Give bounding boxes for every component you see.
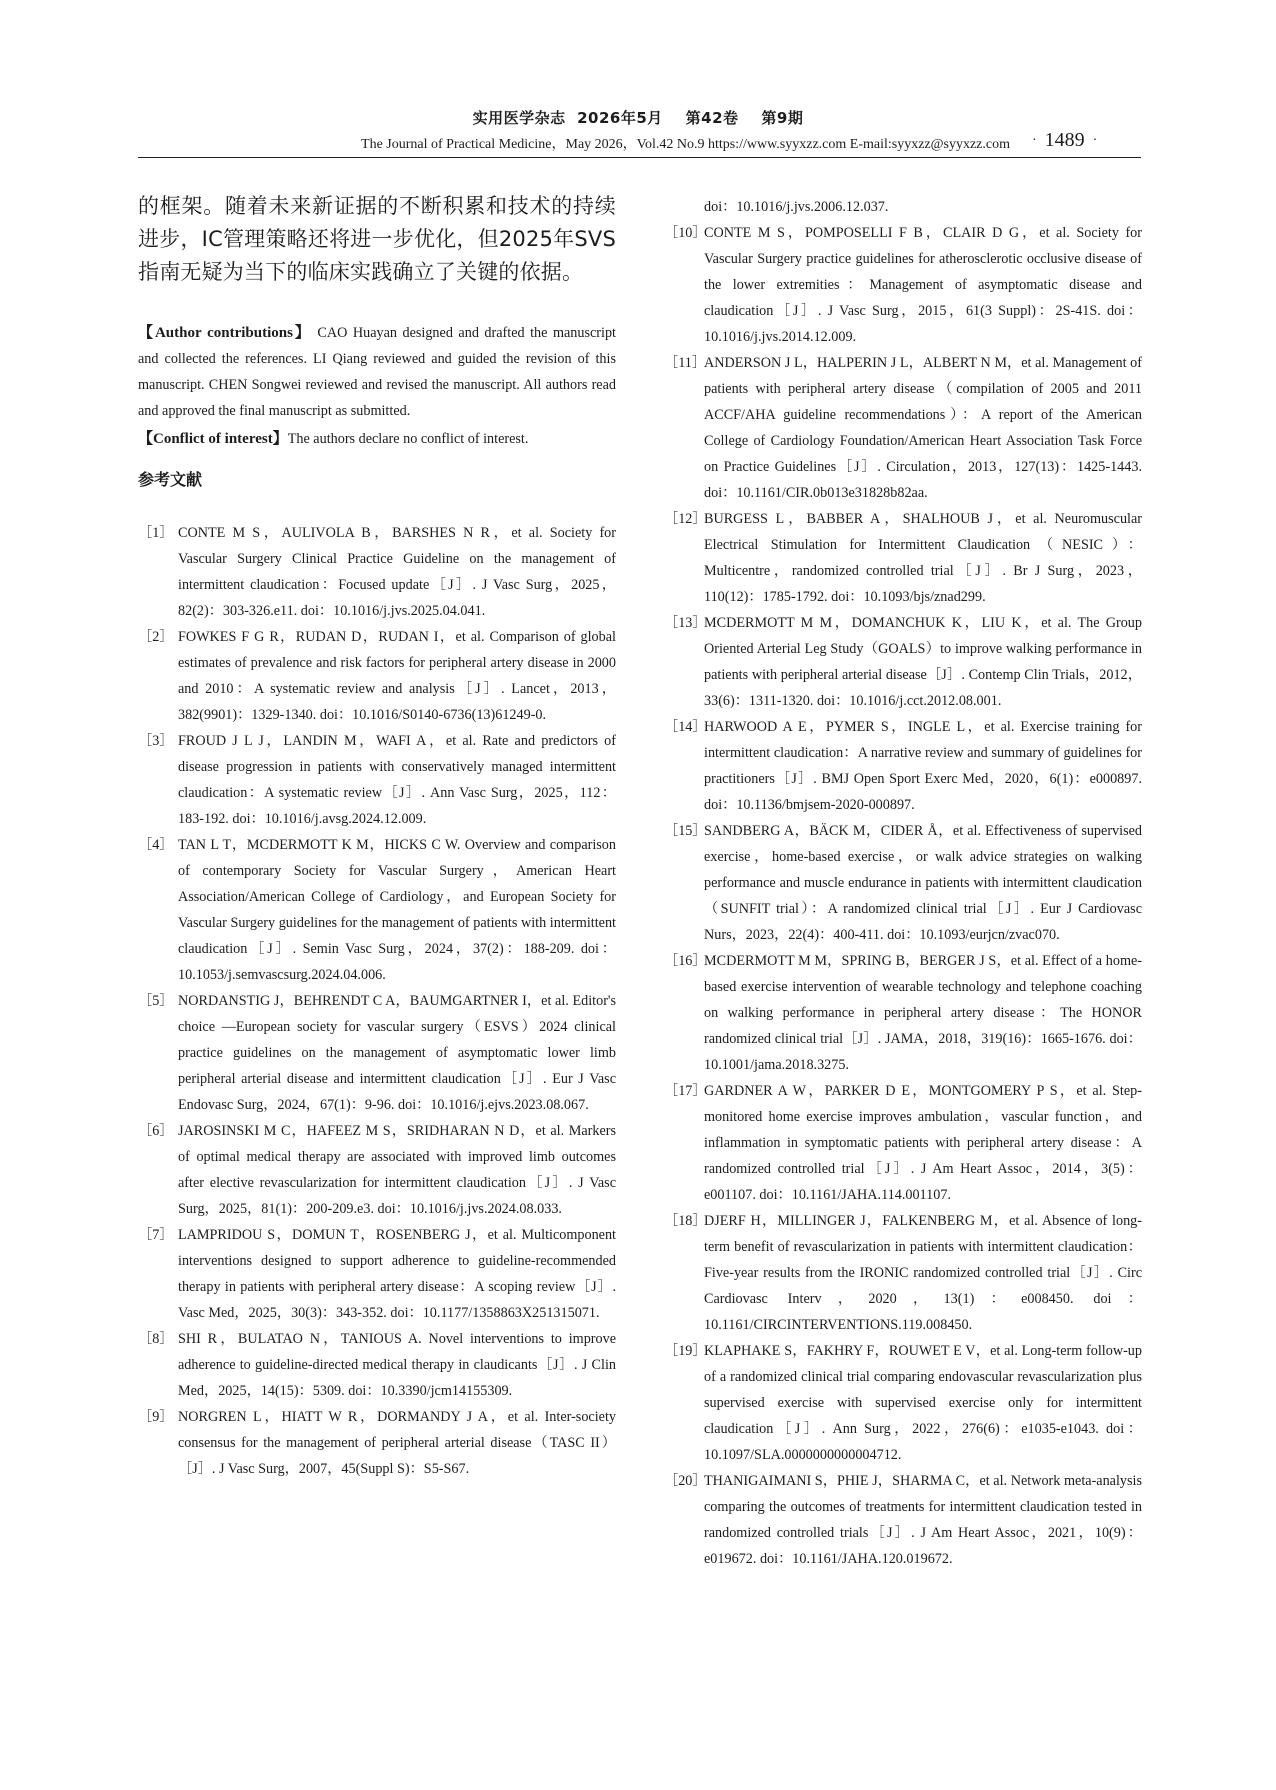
reference-item (138, 1326, 616, 1404)
reference-item (664, 714, 1142, 818)
reference-text: MCDERMOTT M M，DOMANCHUK K，LIU K，et al. The Group Oriented Arterial Leg Study（GOALS）to improve walking performance in patients with peripheral arterial disease［J］. Contemp Clin Trials，2012，33(6)：1311-1320. doi：10.1016/j.cct.2012.08.001. (704, 615, 1142, 709)
reference-list-right (664, 220, 1142, 1572)
reference-item (138, 728, 616, 832)
reference-number: ［10］ (664, 225, 707, 241)
author-contributions (138, 320, 616, 424)
reference-number: ［6］ (138, 1123, 174, 1139)
header-rule (138, 157, 1141, 158)
header-bullet-right: · (1092, 133, 1098, 149)
reference-item (664, 1468, 1142, 1572)
reference-item (664, 506, 1142, 610)
reference-text: CONTE M S，AULIVOLA B，BARSHES N R，et al. Society for Vascular Surgery Clinical Practice Guideline on the management of intermittent claudication：Focused update［J］. J Vasc Surg，2025，82(2)：303-326.e11. doi：10.1016/j.jvs.2025.04.041. (178, 525, 616, 619)
reference-number: ［17］ (664, 1083, 707, 1099)
reference-text: MCDERMOTT M M，SPRING B，BERGER J S，et al. Effect of a home-based exercise intervention of wearable technology and telephone coaching on walking performance in peripheral artery disease：The HONOR randomized clinical trial［J］. JAMA，2018，319(16)：1665-1676. doi：10.1001/jama.2018.3275. (704, 953, 1142, 1073)
reference-item (664, 1078, 1142, 1208)
reference-number: ［1］ (138, 525, 174, 541)
reference-item (138, 1222, 616, 1326)
reference-9-continuation: doi：10.1016/j.jvs.2006.12.037. (704, 199, 889, 215)
reference-number: ［9］ (138, 1409, 174, 1425)
references-heading: 参考文献 (138, 470, 203, 489)
reference-text: FOWKES F G R，RUDAN D，RUDAN I，et al. Comparison of global estimates of prevalence and risk factors for peripheral artery disease in 2000 and 2010：A systematic review and analysis［J］. Lancet，2013，382(9901)：1329-1340. doi：10.1016/S0140-6736(13)61249-0. (178, 629, 616, 723)
reference-number: ［7］ (138, 1227, 174, 1243)
reference-list-left (138, 520, 616, 1482)
author-contributions-text: CAO Huayan designed and drafted the manuscript and collected the references. LI Qiang reviewed and guided the revision of this manuscript. CHEN Songwei reviewed and revised the manuscript. All authors read and approved the final manuscript as submitted. (138, 325, 617, 419)
reference-text: SHI R，BULATAO N，TANIOUS A. Novel interventions to improve adherence to guideline-directed medical therapy in claudicants［J］. J Clin Med，2025，14(15)：5309. doi：10.3390/jcm14155309. (178, 1331, 616, 1399)
reference-item (664, 1208, 1142, 1338)
reference-item (664, 948, 1142, 1078)
journal-title-cn: 实用医学杂志 2026年5月 第42卷 第9期 (472, 109, 804, 127)
reference-item (138, 624, 616, 728)
journal-info-en: The Journal of Practical Medicine，May 2026，Vol.42 No.9 https://www.syyxzz.com E-mail:syyxzz@syyxzz.com (361, 137, 1010, 152)
reference-number: ［16］ (664, 953, 707, 969)
reference-text: KLAPHAKE S，FAKHRY F，ROUWET E V，et al. Long-term follow-up of a randomized clinical trial comparing endovascular revascularization plus supervised exercise with supervised exercise only for intermittent claudication［J］. Ann Surg，2022，276(6)：e1035-e1043. doi：10.1097/SLA.0000000000004712. (704, 1343, 1142, 1463)
conflict-of-interest-label: 【Conflict of interest】 (138, 431, 288, 447)
reference-item (664, 610, 1142, 714)
conflict-of-interest (138, 426, 616, 452)
reference-number: ［13］ (664, 615, 707, 631)
reference-number: ［15］ (664, 823, 707, 839)
reference-text: NORGREN L，HIATT W R，DORMANDY J A，et al. Inter-society consensus for the management of peripheral arterial disease（TASC II）［J］. J Vasc Surg，2007，45(Suppl S)：S5-S67. (178, 1409, 616, 1477)
reference-number: ［11］ (664, 355, 707, 371)
reference-text: TAN L T，MCDERMOTT K M，HICKS C W. Overview and comparison of contemporary Society for Vascular Surgery，American Heart Association/American College of Cardiology，and European Society for Vascular Surgery guidelines for the management of patients with intermittent claudication［J］. Semin Vasc Surg，2024，37(2)：188-209. doi：10.1053/j.semvascsurg.2024.04.006. (178, 837, 616, 983)
reference-number: ［20］ (664, 1473, 707, 1489)
right-column (664, 194, 1142, 1572)
left-column (138, 190, 616, 1482)
reference-item (664, 1338, 1142, 1468)
reference-text: NORDANSTIG J，BEHRENDT C A，BAUMGARTNER I，et al. Editor's choice —European society for vascular surgery（ESVS）2024 clinical practice guidelines on the management of asymptomatic lower limb peripheral arterial disease and intermittent claudication［J］. Eur J Vasc Endovasc Surg，2024，67(1)：9-96. doi：10.1016/j.ejvs.2023.08.067. (178, 993, 616, 1113)
reference-item (664, 350, 1142, 506)
page-number: 1489 (1044, 129, 1085, 151)
reference-item (664, 220, 1142, 350)
reference-item (138, 1118, 616, 1222)
reference-item (138, 520, 616, 624)
conclusion-paragraph: 的框架。随着未来新证据的不断积累和技术的持续进步，IC管理策略还将进一步优化，但2025年SVS指南无疑为当下的临床实践确立了关键的依据。 (138, 194, 616, 284)
header-bullet-left: · (1032, 133, 1037, 149)
reference-text: SANDBERG A，BÄCK M，CIDER Å，et al. Effectiveness of supervised exercise，home-based exercise，or walk advice strategies on walking performance and muscle endurance in patients with intermittent claudication（SUNFIT trial）：A randomized clinical trial［J］. Eur J Cardiovasc Nurs，2023，22(4)：400-411. doi：10.1093/eurjcn/zvac070. (704, 823, 1142, 943)
reference-item (138, 832, 616, 988)
conflict-of-interest-text: The authors declare no conflict of interest. (287, 431, 529, 447)
reference-text: ANDERSON J L，HALPERIN J L，ALBERT N M，et al. Management of patients with peripheral artery disease（compilation of 2005 and 2011 ACCF/AHA guideline recommendations）：A report of the American College of Cardiology Foundation/American Heart Association Task Force on Practice Guidelines［J］. Circulation，2013，127(13)：1425-1443. doi：10.1161/CIR.0b013e31828b82aa. (704, 355, 1142, 501)
reference-text: DJERF H，MILLINGER J，FALKENBERG M，et al. Absence of long-term benefit of revascularization in patients with intermittent claudication：Five-year results from the IRONIC randomized controlled trial［J］. Circ Cardiovasc Interv，2020，13(1)：e008450. doi：10.1161/CIRCINTERVENTIONS.119.008450. (704, 1213, 1142, 1333)
reference-number: ［5］ (138, 993, 174, 1009)
reference-number: ［18］ (664, 1213, 707, 1229)
reference-text: CONTE M S，POMPOSELLI F B，CLAIR D G，et al. Society for Vascular Surgery practice guidelines for atherosclerotic occlusive disease of the lower extremities：Management of asymptomatic disease and claudication［J］. J Vasc Surg，2015，61(3 Suppl)：2S-41S. doi：10.1016/j.jvs.2014.12.009. (704, 225, 1142, 345)
reference-number: ［12］ (664, 511, 707, 527)
page-number-block (1024, 129, 1105, 152)
reference-text: JAROSINSKI M C，HAFEEZ M S，SRIDHARAN N D，et al. Markers of optimal medical therapy are associated with improved limb outcomes after elective revascularization for intermittent claudication［J］. J Vasc Surg，2025，81(1)：200-209.e3. doi：10.1016/j.jvs.2024.08.033. (178, 1123, 616, 1217)
reference-text: LAMPRIDOU S，DOMUN T，ROSENBERG J，et al. Multicomponent interventions designed to support adherence to guideline-recommended therapy in patients with peripheral artery disease：A scoping review［J］. Vasc Med，2025，30(3)：343-352. doi：10.1177/1358863X251315071. (178, 1227, 616, 1321)
reference-text: GARDNER A W，PARKER D E，MONTGOMERY P S，et al. Step-monitored home exercise improves ambulation，vascular function，and inflammation in symptomatic patients with peripheral artery disease：A randomized controlled trial［J］. J Am Heart Assoc，2014，3(5)：e001107. doi：10.1161/JAHA.114.001107. (704, 1083, 1142, 1203)
reference-item (664, 818, 1142, 948)
reference-number: ［8］ (138, 1331, 174, 1347)
reference-number: ［2］ (138, 629, 174, 645)
reference-text: THANIGAIMANI S，PHIE J，SHARMA C，et al. Network meta-analysis comparing the outcomes of treatments for intermittent claudication tested in randomized controlled trials［J］. J Am Heart Assoc，2021，10(9)：e019672. doi：10.1161/JAHA.120.019672. (704, 1473, 1142, 1567)
reference-text: HARWOOD A E，PYMER S，INGLE L，et al. Exercise training for intermittent claudication：A narrative review and summary of guidelines for practitioners［J］. BMJ Open Sport Exerc Med，2020，6(1)：e000897. doi：10.1136/bmjsem-2020-000897. (704, 719, 1142, 813)
reference-number: ［19］ (664, 1343, 707, 1359)
reference-number: ［3］ (138, 733, 174, 749)
reference-item (138, 1404, 616, 1482)
author-contributions-label: 【Author contributions】 (138, 325, 312, 341)
reference-text: BURGESS L，BABBER A，SHALHOUB J，et al. Neuromuscular Electrical Stimulation for Intermittent Claudication（NESIC）：Multicentre，randomized controlled trial［J］. Br J Surg，2023，110(12)：1785-1792. doi：10.1093/bjs/znad299. (704, 511, 1142, 605)
reference-text: FROUD J L J，LANDIN M，WAFI A，et al. Rate and predictors of disease progression in patients with conservatively managed intermittent claudication：A systematic review［J］. Ann Vasc Surg，2025，112：183-192. doi：10.1016/j.avsg.2024.12.009. (178, 733, 616, 827)
reference-item (138, 988, 616, 1118)
reference-number: ［4］ (138, 837, 174, 853)
reference-number: ［14］ (664, 719, 707, 735)
